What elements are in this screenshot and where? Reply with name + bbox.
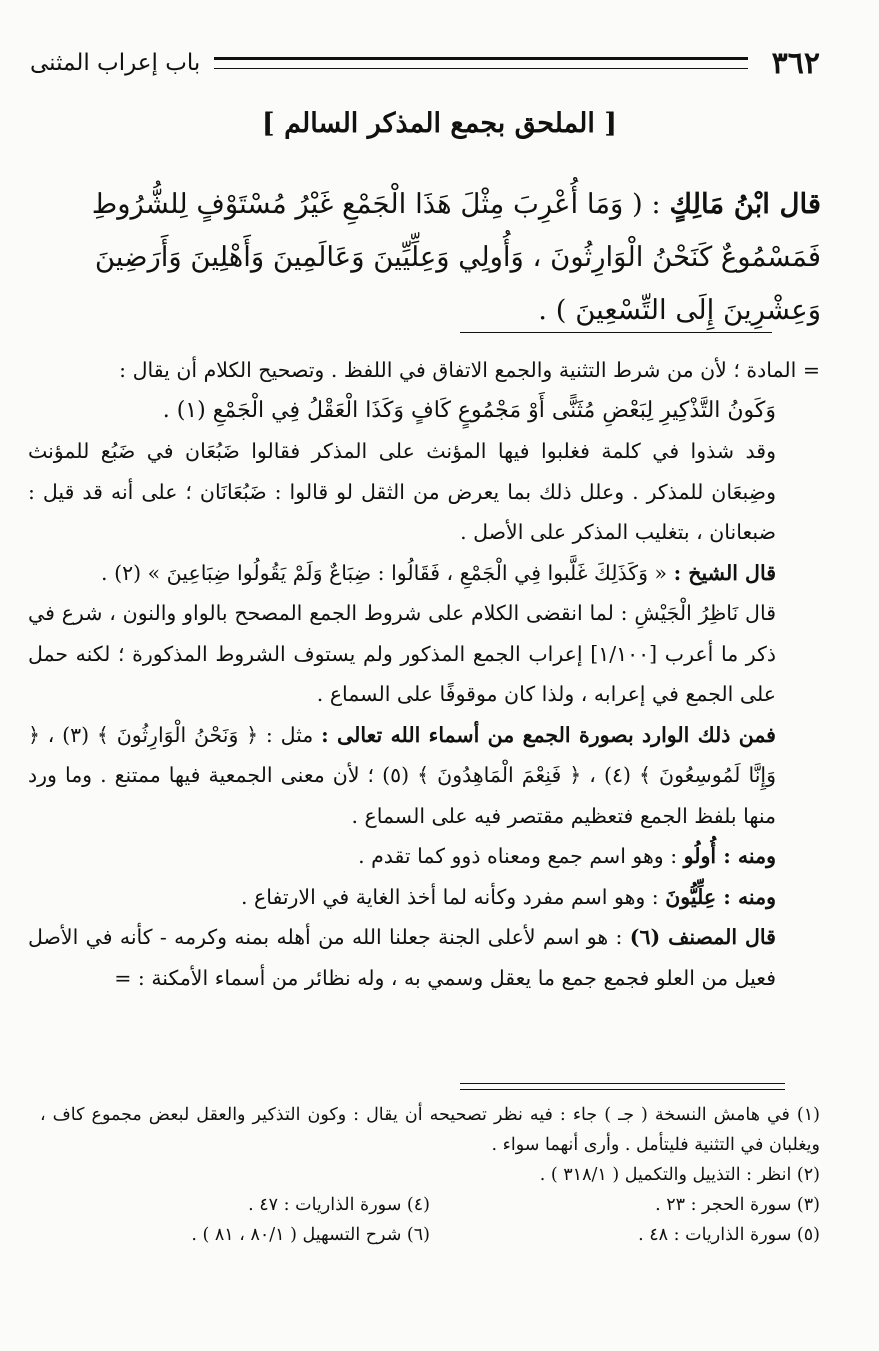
running-title: باب إعراب المثنى [30,50,201,76]
paragraph-illiyyun [28,877,820,918]
footnote-1: (١) في هامش النسخة ( جـ ) جاء : فيه نظر تصحيحه أن يقال : وكون التذكير والعقل لبعض مجموع كاف ، ويغلبان في التثنية فليتأمل . وأرى أنهما سواء . [40,1105,820,1155]
paragraph-ulu [28,836,820,877]
musannif-lead: قال المصنف (٦) [629,925,776,949]
verse-speaker: قال ابْنُ مَالِكٍ [669,188,821,220]
paragraph-divine-names [28,715,820,837]
alfiyya-verse [36,178,821,337]
paragraph-nazir-al-jaysh: قال نَاظِرُ الْجَيْشِ : لما انقضى الكلام على شروط الجمع المصحح بالواو والنون ، شرع في ذكر ما أعرب [١/١٠٠] إعراب الجمع المذكور ولم يستوف الشروط المذكورة ؛ لكنه حمل على الجمع في إعرابه ، ولذا كان موقوفًا على السماع . [28,601,776,706]
paragraph-shaykh [28,553,820,594]
verse-line-3: وَعِشْرِينَ إِلَى التِّسْعِينَ ) . [538,294,821,326]
footnote-rule [460,1083,785,1090]
musannif-text: : هو اسم لأعلى الجنة جعلنا الله من أهله بمنه وكرمه - كأنه في الأصل فعيل من العلو فجمع جمع ما يعقل وسمي به ، وله نظائر من أسماء الأمكنة : = [28,925,776,990]
footnote-2: (٢) انظر : التذييل والتكميل ( ٣١٨/١ ) . [539,1165,820,1185]
page-header [30,40,820,86]
shaykh-lead: قال الشيخ : [673,560,776,585]
footnote-6: (٦) شرح التسهيل ( ٨٠/١ ، ٨١ ) . [191,1225,430,1245]
header-rule [214,57,747,69]
divine-names-lead: فمن ذلك الوارد بصورة الجمع من أسماء الله تعالى : [321,722,776,747]
page-number: ٣٦٢ [771,45,820,81]
footnote-5: (٥) سورة الذاريات : ٤٨ . [638,1225,820,1245]
corrected-verse: وَكَونُ التَّذْكِيرِ لِبَعْضِ مُثَنًّى أَوْ مَجْمُوعٍ كَافٍ وَكَذَا الْعَقْلُ فِي الْجَمْعِ (١) . [162,397,776,423]
verse-line-2: فَمَسْمُوعٌ كَنَحْنُ الْوَارِثُونَ ، وَأُولِي وَعِلِّيِّينَ وَعَالَمِينَ وَأَهْلِينَ وَأَرَضِينَ [94,241,821,273]
commentary [28,350,820,998]
footnote-4: (٤) سورة الذاريات : ٤٧ . [248,1195,430,1215]
ulu-lead: ومنه : أُولُو [683,844,776,868]
divine-names-text: مثل : ﴿ وَنَحْنُ الْوَارِثُونَ ﴾ (٣) ، ﴿ وَإِنَّا لَمُوسِعُونَ ﴾ (٤) ، ﴿ فَنِعْمَ الْمَاهِدُونَ ﴾ (٥) ؛ لأن معنى الجمعية فيها ممتنع . وما ورد منها بلفظ الجمع فتعظيم مقتصر فيه على السماع . [28,722,776,828]
paragraph-continuation: = المادة ؛ لأن من شرط التثنية والجمع الاتفاق في اللفظ . وتصحيح الكلام أن يقال : [119,358,820,382]
footnotes [40,1100,820,1250]
shaykh-quote: « وَكَذَلِكَ غَلَّبوا فِي الْجَمْعِ ، فَقَالُوا : ضِبَاعٌ وَلَمْ يَقُولُوا ضِبَاعِينَ » (٢) . [101,560,668,585]
footnote-3: (٣) سورة الحجر : ٢٣ . [655,1195,820,1215]
footnote-row-3-4 [40,1190,820,1220]
ulu-text: : وهو اسم جمع ومعناه ذوو كما تقدم . [358,844,678,868]
footnote-row-5-6 [40,1220,820,1250]
verse-line-1 [36,178,821,231]
verse-divider [460,332,772,333]
illiyyun-text: : وهو اسم مفرد وكأنه لما أخذ الغاية في الارتفاع . [240,884,659,909]
paragraph-musannif [28,917,820,998]
section-title: [ الملحق بجمع المذكر السالم ] [261,108,618,139]
verse-line-1-text: : ( وَمَا أُعْرِبَ مِثْلَ هَذَا الْجَمْعِ غَيْرُ مُسْتَوْفٍ لِلشُّرُوطِ [91,188,661,220]
illiyyun-lead: ومنه : عِلِّيُّونَ [665,884,776,909]
paragraph-dabuan: وقد شذوا في كلمة فغلبوا فيها المؤنث على المذكر فقالوا ضَبُعَان في ضَبُع للمؤنث وضِبعَان للمذكر . وعلل ذلك بما يعرض من الثقل لو قالوا : ضَبُعَانَان ؛ على أنه قد قيل : ضبعانان ، بتغليب المذكر على الأصل . [28,439,776,544]
